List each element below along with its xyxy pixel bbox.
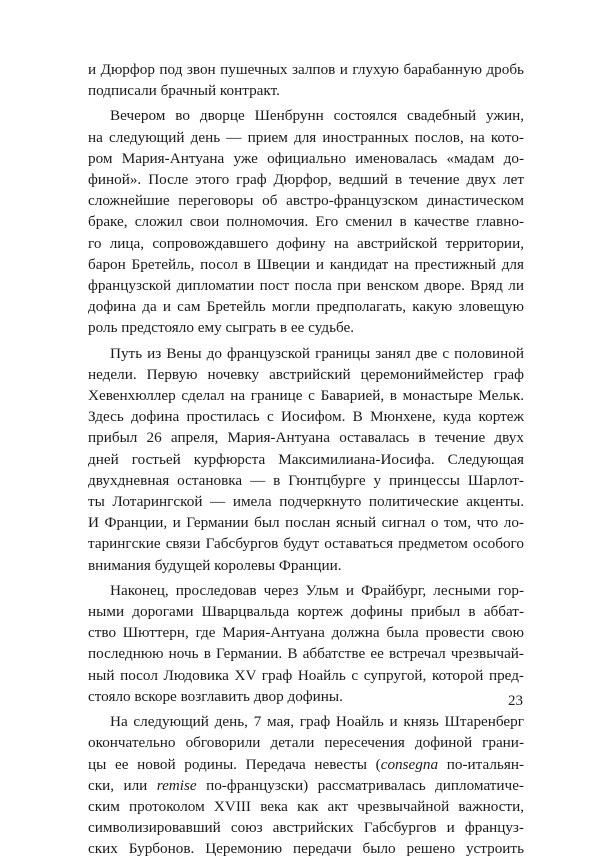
- text-line: последнюю ночь в Германии. В аббатстве ее встречал чрезвычай-: [88, 645, 524, 663]
- text-line: двухдневная остановка — в Гюнтцбурге у принцессы Шарлот-: [88, 471, 524, 489]
- text-line: тарингские связи Габсбургов будут оставаться предметом особого: [88, 535, 524, 553]
- text-line: ты Лотарингской — имела подчеркнуто политические акценты.: [88, 493, 524, 511]
- paragraph: [88, 343, 524, 576]
- text-line: внимания будущей королевы Франции.: [88, 556, 342, 574]
- text-line: роль предстояло ему сыграть в ее судьбе.: [88, 319, 355, 337]
- paragraph: [88, 59, 524, 101]
- text-line: стояло вскоре возглавить двор дофины.: [88, 687, 343, 705]
- text-line: И Франции, и Германии был послан ясный сигнал о том, что ло-: [88, 514, 524, 532]
- text-line: браке, сложил свои полномочия. Его сменил в качестве главно-: [88, 213, 524, 231]
- text-line: барон Бретейль, посол в Швеции и кандидат на престижный для: [88, 255, 524, 273]
- text-line: ских Бурбонов. Церемонию передачи было решено устроить: [88, 840, 524, 858]
- text-line: дней гостьей курфюрста Максимилиана-Иосифа. Следующая: [88, 450, 524, 468]
- text-line: ски, или remise по-французски) рассматривалась дипломатиче-: [88, 776, 524, 794]
- text-line: Хевенхюллер сделал на границе с Баварией, в монастыре Мельк.: [88, 387, 524, 405]
- text-line: ским протоколом XVIII века как акт чрезвычайной важности,: [88, 797, 524, 815]
- text-line: окончательно обговорили детали пересечения дофиной грани-: [88, 734, 524, 752]
- text-line: символизировавший союз австрийских Габсбургов и француз-: [88, 819, 524, 837]
- text-line: ром Мария-Антуана уже официально именовалась «мадам до-: [88, 149, 524, 167]
- text-line: французской дипломатии пост посла при венском дворе. Вряд ли: [88, 277, 524, 295]
- text-line: и Дюрфор под звон пушечных залпов и глухую барабанную дробь: [88, 61, 524, 78]
- text-line: ство Шюттерн, где Мария-Антуана должна была провести свою: [88, 624, 524, 642]
- text-line: ный посол Людовика XV граф Ноайль с супругой, которой пред-: [88, 666, 524, 684]
- text-line: финой». После этого граф Дюрфор, ведший в течение двух лет: [88, 171, 524, 189]
- text-line: Здесь дофина простилась с Иосифом. В Мюнхене, куда кортеж: [88, 408, 524, 426]
- text-line: недели. Первую ночевку австрийский церемониймейстер граф: [88, 365, 524, 383]
- text-line: дофина да и сам Бретейль могли предполагать, какую зловещую: [88, 298, 524, 316]
- text-line: цы ее новой родины. Передача невесты (consegna по-итальян-: [88, 755, 524, 773]
- paragraph: [88, 580, 524, 707]
- page-number: 23: [508, 693, 523, 709]
- text-line: ными дорогами Шварцвальда кортеж дофины прибыл в аббат-: [88, 603, 524, 621]
- text-line: на следующий день — прием для иностранных послов, на кото-: [88, 128, 524, 146]
- text-line: Наконец, проследовав через Ульм и Фрайбург, лесными гор-: [110, 581, 524, 599]
- text-line: Вечером во дворце Шенбрунн состоялся свадебный ужин,: [110, 107, 524, 125]
- text-line: Путь из Вены до французской границы занял две с половиной: [110, 344, 524, 362]
- body-text: [88, 59, 524, 860]
- text-line: подписали брачный контракт.: [88, 82, 280, 100]
- paragraph: [88, 105, 524, 338]
- text-line: На следующий день, 7 мая, граф Ноайль и князь Штаренберг: [110, 713, 524, 731]
- text-line: сложнейшие переговоры об австро-французском династическом: [88, 192, 524, 210]
- text-line: го лица, сопровождавшего дофину на австрийской территории,: [88, 234, 524, 252]
- text-line: прибыл 26 апреля, Мария-Антуана оставалась в течение двух: [88, 429, 524, 447]
- paragraph: [88, 711, 524, 859]
